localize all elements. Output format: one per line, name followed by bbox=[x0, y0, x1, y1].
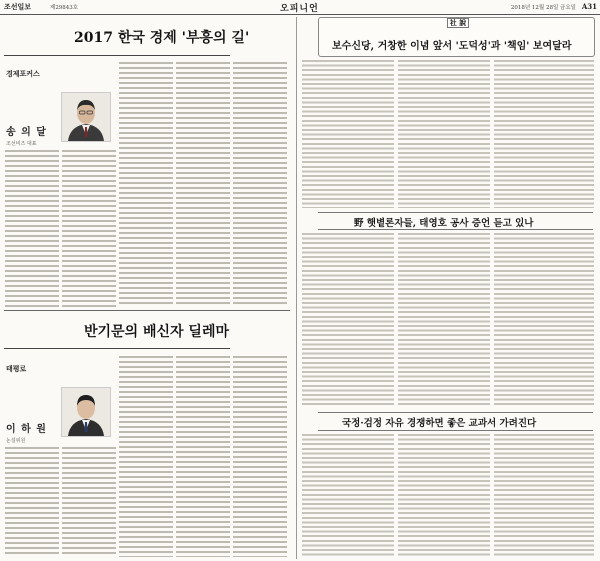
page-vertical-divider bbox=[296, 17, 297, 559]
editorial3-body-b bbox=[398, 434, 490, 557]
editorial3-body-c bbox=[494, 434, 594, 557]
column2-body-text-c bbox=[119, 356, 173, 557]
column2-body-text-b bbox=[62, 447, 116, 557]
editorial3-body-a bbox=[302, 434, 394, 557]
issue-number: 제29843호 bbox=[50, 5, 79, 11]
column1-body-text-e bbox=[233, 62, 287, 307]
masthead bbox=[0, 0, 600, 15]
author-photo-2 bbox=[61, 387, 111, 437]
author-photo-1 bbox=[61, 92, 111, 142]
column1-body-text-a bbox=[5, 150, 59, 307]
editorial2-body-a bbox=[302, 233, 394, 408]
issue-date: 2018년 12월 28일 금요일 bbox=[510, 5, 576, 11]
section-title: 오피니언 bbox=[280, 4, 319, 14]
column-divider bbox=[4, 310, 290, 311]
column2-body-text-e bbox=[233, 356, 287, 557]
column2-body-text-a bbox=[5, 447, 59, 557]
editorial3-top-rule bbox=[318, 412, 593, 413]
column1-headline: 2017 한국 경제 '부흥의 길' bbox=[74, 30, 250, 46]
column2-title-rule bbox=[4, 348, 230, 349]
editorial1-body-b bbox=[398, 60, 490, 208]
column2-body-text-d bbox=[176, 356, 230, 557]
editorial2-body-b bbox=[398, 233, 490, 408]
column1-body-text-b bbox=[62, 150, 116, 307]
newspaper-name: 조선일보 bbox=[4, 2, 32, 11]
column1-body-text-d bbox=[176, 62, 230, 307]
editorial2-body-c bbox=[494, 233, 594, 408]
editorial1-headline: 보수신당, 거창한 이념 앞서 '도덕성'과 '책임' 보여달라 bbox=[332, 41, 572, 52]
editorial2-headline: 野 햇볕론자들, 태영호 공사 증언 듣고 있나 bbox=[354, 218, 534, 229]
editorial2-bottom-rule bbox=[318, 229, 593, 230]
column1-label: 경제포커스 bbox=[6, 69, 40, 78]
column1-author-name: 송 의 달 bbox=[6, 127, 47, 138]
editorial-badge: 社 說 bbox=[447, 18, 469, 28]
column1-author-role: 조선비즈 대표 bbox=[6, 141, 37, 147]
editorial2-top-rule bbox=[318, 212, 593, 213]
column2-headline: 반기문의 배신자 딜레마 bbox=[84, 324, 229, 340]
column1-title-rule bbox=[4, 55, 230, 56]
column2-author-name: 이 하 원 bbox=[6, 424, 47, 435]
editorial3-headline: 국정·검정 자유 경쟁하면 좋은 교과서 가려진다 bbox=[342, 418, 537, 429]
page-number: A31 bbox=[581, 2, 597, 11]
column2-author-role: 논설위원 bbox=[6, 438, 26, 444]
column1-body-text-c bbox=[119, 62, 173, 307]
editorial1-body-c bbox=[494, 60, 594, 208]
editorial3-bottom-rule bbox=[318, 430, 593, 431]
column2-label: 태평로 bbox=[6, 364, 27, 373]
editorial1-body-a bbox=[302, 60, 394, 208]
